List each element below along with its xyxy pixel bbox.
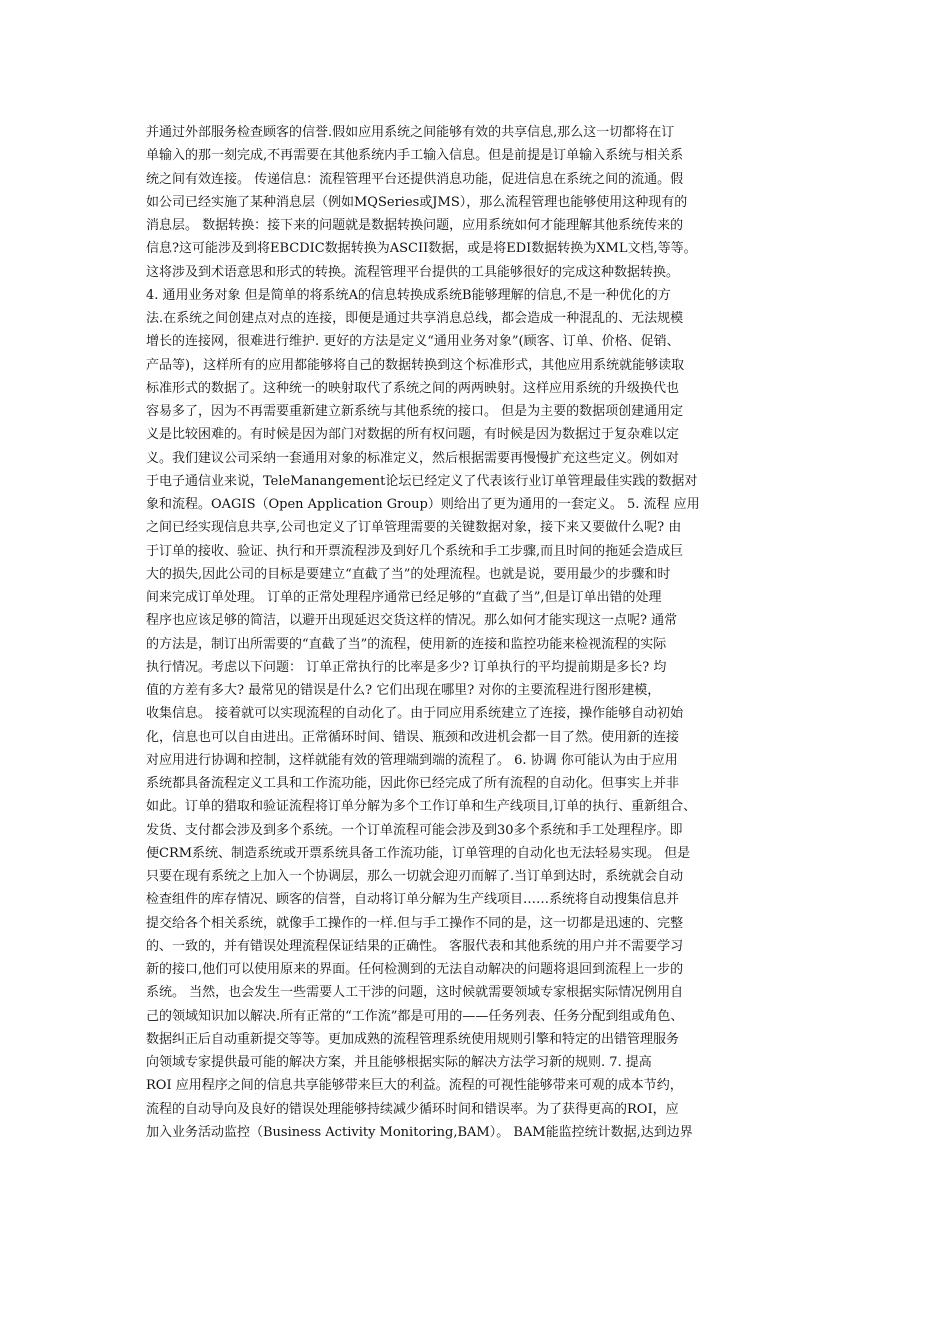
text-line: 之间已经实现信息共享,公司也定义了订单管理需要的关键数据对象，接下来又要做什么呢? 由	[146, 520, 682, 536]
text-line: 增长的连接网，很难进行维护. 更好的方法是定义“通用业务对象”(顾客、订单、价格、促销、	[146, 334, 680, 350]
text-line: 并通过外部服务检查顾客的信誉.假如应用系统之间能够有效的共享信息,那么这一切都将在订	[146, 125, 675, 140]
text-line: 系统都具备流程定义工具和工作流功能，因此你已经完成了所有流程的自动化。但事实上并非	[146, 776, 680, 791]
text-line: 于电子通信业来说，TeleManangement论坛已经定义了代表该行业订单管理最佳实践的数据对	[146, 473, 698, 489]
text-line: 向领域专家提供最可能的解决方案，并且能够根据实际的解决方法学习新的规则. 7. 提高	[146, 1055, 652, 1070]
text-line: 执行情况。考虑以下问题： 订单正常执行的比率是多少? 订单执行的平均提前期是多长? 均	[146, 659, 667, 675]
text-line: 义是比较困难的。有时候是因为部门对数据的所有权问题，有时候是因为数据过于复杂难以定	[146, 427, 680, 443]
text-line: 4. 通用业务对象 但是简单的将系统A的信息转换成系统B能够理解的信息,不是一种优化的方	[146, 287, 671, 303]
text-line: 检查组件的库存情况、顾客的信誉，自动将订单分解为生产线项目……系统将自动搜集信息并	[146, 892, 680, 908]
text-line: 化，信息也可以自由进出。正常循环时间、错误、瓶颈和改进机会都一目了然。使用新的连接	[146, 729, 680, 745]
text-line: 产品等)，这样所有的应用都能够将自己的数据转换到这个标准形式，其他应用系统就能够读取	[146, 357, 685, 373]
text-line: 于订单的接收、验证、执行和开票流程涉及到好几个系统和手工步骤,而且时间的拖延会造成巨	[146, 543, 684, 559]
text-line: 消息层。 数据转换：接下来的问题就是数据转换问题，应用系统如何才能理解其他系统传来的	[146, 218, 684, 233]
text-line: 便CRM系统、制造系统或开票系统具备工作流功能，订单管理的自动化也无法轻易实现。 但是	[146, 845, 691, 861]
text-line: 法.在系统之间创建点对点的连接，即便是通过共享消息总线，都会造成一种混乱的、无法规模	[146, 311, 684, 326]
text-line: 容易多了，因为不再需要重新建立新系统与其他系统的接口。 但是为主要的数据项创建通用定	[146, 404, 684, 419]
text-line: 间来完成订单处理。 订单的正常处理程序通常已经足够的“直截了当”,但是订单出错的处理	[146, 590, 662, 605]
text-line: 的、一致的，并有错误处理流程保证结果的正确性。 客服代表和其他系统的用户并不需要学习	[146, 938, 684, 954]
text-line: 发货、支付都会涉及到多个系统。一个订单流程可能会涉及到30多个系统和手工处理程序。即	[146, 822, 683, 838]
text-line: 新的接口,他们可以使用原来的界面。任何检测到的无法自动解决的问题将退回到流程上一步的	[146, 962, 684, 977]
text-line: 数据纠正后自动重新提交等等。更加成熟的流程管理系统使用规则引擎和特定的出错管理服务	[146, 1031, 680, 1047]
text-line: 的方法是，制订出所需要的“直截了当”的流程，使用新的连接和监控功能来检视流程的实际	[146, 636, 667, 652]
text-line: 信息?这可能涉及到将EBCDIC数据转换为ASCII数据，或是将EDI数据转换为XML文档,等等。	[146, 241, 697, 257]
text-line: 这将涉及到术语意思和形式的转换。流程管理平台提供的工具能够很好的完成这种数据转换。	[146, 264, 680, 280]
text-line: 加入业务活动监控（Business Activity Monitoring,BAM）。 BAM能监控统计数据,达到边界	[146, 1124, 693, 1140]
text-line: ROI 应用程序之间的信息共享能够带来巨大的利益。流程的可视性能够带来可观的成本节约，	[146, 1078, 683, 1094]
text-line: 值的方差有多大? 最常见的错误是什么? 它们出现在哪里? 对你的主要流程进行图形建模，	[146, 683, 661, 698]
text-line: 大的损失,因此公司的目标是要建立“直截了当”的处理流程。也就是说，要用最少的步骤和时	[146, 566, 671, 582]
text-line: 提交给各个相关系统，就像手工操作的一样.但与手工操作不同的是，这一切都是迅速的、完整	[146, 915, 684, 931]
text-line: 如公司已经实施了某种消息层（例如MQSeries或JMS），那么流程管理也能够使用这种现有的	[146, 194, 688, 210]
text-line: 义。我们建议公司采纳一套通用对象的标准定义，然后根据需要再慢慢扩充这些定义。例如对	[146, 450, 680, 466]
text-line: 如此。订单的猎取和验证流程将订单分解为多个工作订单和生产线项目,订单的执行、重新组合、	[146, 799, 697, 815]
text-line: 对应用进行协调和控制，这样就能有效的管理端到端的流程了。 6. 协调 你可能认为由于应用	[146, 752, 678, 768]
text-line: 单输入的那一刻完成,不再需要在其他系统内手工输入信息。但是前提是订单输入系统与相关系	[146, 148, 684, 164]
body-text	[146, 121, 816, 1144]
text-line: 只要在现有系统之上加入一个协调层，那么一切就会迎刃而解了.当订单到达时，系统就会自动	[146, 869, 684, 884]
text-line: 己的领域知识加以解决.所有正常的“工作流”都是可用的——任务列表、任务分配到组或角色、	[146, 1008, 684, 1024]
text-line: 流程的自动导向及良好的错误处理能够持续减少循环时间和错误率。为了获得更高的ROI，应	[146, 1101, 679, 1117]
text-line: 标准形式的数据了。这种统一的映射取代了系统之间的两两映射。这样应用系统的升级换代也	[146, 380, 680, 396]
text-line: 收集信息。 接着就可以实现流程的自动化了。由于同应用系统建立了连接，操作能够自动初始	[146, 706, 684, 722]
text-line: 统之间有效连接。 传递信息：流程管理平台还提供消息功能，促进信息在系统之间的流通。假	[146, 171, 684, 187]
text-line: 象和流程。OAGIS（Open Application Group）则给出了更为通用的一套定义。 5. 流程 应用	[146, 497, 700, 512]
text-line: 程序也应该足够的简洁，以避开出现延迟交货这样的情况。那么如何才能实现这一点呢? 通常	[146, 613, 678, 629]
text-line: 系统。 当然，也会发生一些需要人工干涉的问题，这时候就需要领域专家根据实际情况例用自	[146, 985, 684, 1001]
